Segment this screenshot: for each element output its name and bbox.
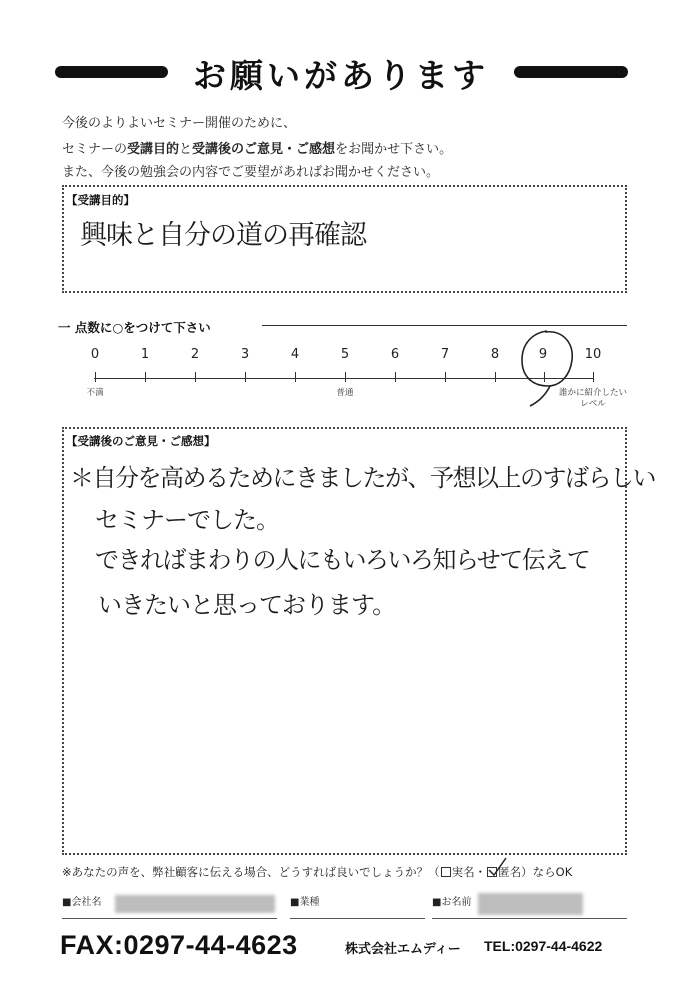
header-bar-right — [514, 66, 628, 78]
rating-tick — [145, 372, 146, 382]
score-7[interactable]: 7 — [440, 347, 450, 362]
rating-tick — [345, 372, 346, 382]
consent-text-end: ）ならOK — [521, 865, 573, 879]
rating-tick — [593, 372, 594, 382]
rating-label-mid: 普通 — [336, 388, 354, 398]
intro-text: をお聞かせ下さい。 — [335, 142, 453, 157]
industry-field-line[interactable] — [290, 918, 425, 919]
anonymous-option: 匿名 — [498, 865, 522, 879]
intro-line-2 — [62, 138, 452, 157]
score-10[interactable]: 10 — [584, 347, 602, 362]
rating-tick — [245, 372, 246, 382]
purpose-answer: 興味と自分の道の再確認 — [80, 220, 366, 251]
score-3[interactable]: 3 — [240, 347, 250, 362]
intro-line-3: また、今後の勉強会の内容でご要望があればお聞かせください。 — [62, 165, 440, 180]
company-name: 株式会社エムディー — [345, 942, 461, 957]
industry-field-label: ■業種 — [290, 897, 320, 908]
name-redacted — [478, 893, 583, 915]
intro-line-1: 今後のよりよいセミナー開催のために、 — [62, 116, 297, 131]
intro-text: セミナーの — [62, 142, 128, 157]
feedback-line-4: いきたいと思っております。 — [98, 591, 396, 619]
rating-tick — [295, 372, 296, 382]
company-redacted — [115, 895, 275, 913]
rating-tick — [495, 372, 496, 382]
score-6[interactable]: 6 — [390, 347, 400, 362]
feedback-line-2: セミナーでした。 — [95, 506, 279, 534]
purpose-label: 【受講目的】 — [66, 193, 135, 207]
check-mark-icon — [486, 856, 508, 878]
score-4[interactable]: 4 — [290, 347, 300, 362]
rating-tick — [395, 372, 396, 382]
company-field-line[interactable] — [62, 918, 277, 919]
rating-label-high-level: レベル — [580, 399, 606, 409]
feedback-label: 【受講後のご意見・ご感想】 — [66, 434, 216, 448]
rating-tick — [445, 372, 446, 382]
header-bar-left — [55, 66, 168, 78]
publication-consent: ※あなたの声を、弊社顧客に伝える場合、どうすれば良いでしょうか？（ 実名・ 匿名）ならOK — [62, 864, 572, 880]
footer — [0, 930, 700, 970]
page-title: お願いがあります — [193, 56, 489, 95]
score-0[interactable]: 0 — [90, 347, 100, 362]
rating-label-low: 不満 — [86, 388, 104, 398]
consent-text: ※あなたの声を、弊社顧客に伝える場合、どうすれば良いでしょうか？（ — [62, 865, 440, 879]
name-field-label: ■お名前 — [432, 897, 472, 908]
rating-tick — [195, 372, 196, 382]
fax-number: FAX:0297-44-4623 — [60, 930, 298, 960]
score-2[interactable]: 2 — [190, 347, 200, 362]
real-name-option: 実名 — [451, 865, 475, 879]
real-name-checkbox[interactable] — [441, 867, 451, 877]
rating-label-high: 誰かに紹介したい — [558, 388, 627, 398]
tel-number: TEL:0297-44-4622 — [484, 938, 603, 954]
intro-emphasis-purpose: 受講目的 — [127, 142, 180, 157]
score-8[interactable]: 8 — [490, 347, 500, 362]
feedback-line-1: ＊自分を高めるためにきましたが、予想以上のすばらしい — [70, 464, 655, 492]
company-field-label: ■会社名 — [62, 897, 102, 908]
intro-text: と — [179, 142, 193, 157]
score-5[interactable]: 5 — [340, 347, 350, 362]
rating-heading: 一 点数に○をつけて下さい — [58, 320, 211, 335]
name-field-line[interactable] — [432, 918, 627, 919]
feedback-line-3: できればまわりの人にもいろいろ知らせて伝えて — [95, 546, 590, 574]
score-9[interactable]: 9 — [538, 347, 548, 362]
rating-tick — [95, 372, 96, 382]
anonymous-checkbox[interactable] — [487, 867, 497, 877]
score-1[interactable]: 1 — [140, 347, 150, 362]
intro-emphasis-feedback: 受講後のご意見・ご感想 — [192, 142, 336, 157]
